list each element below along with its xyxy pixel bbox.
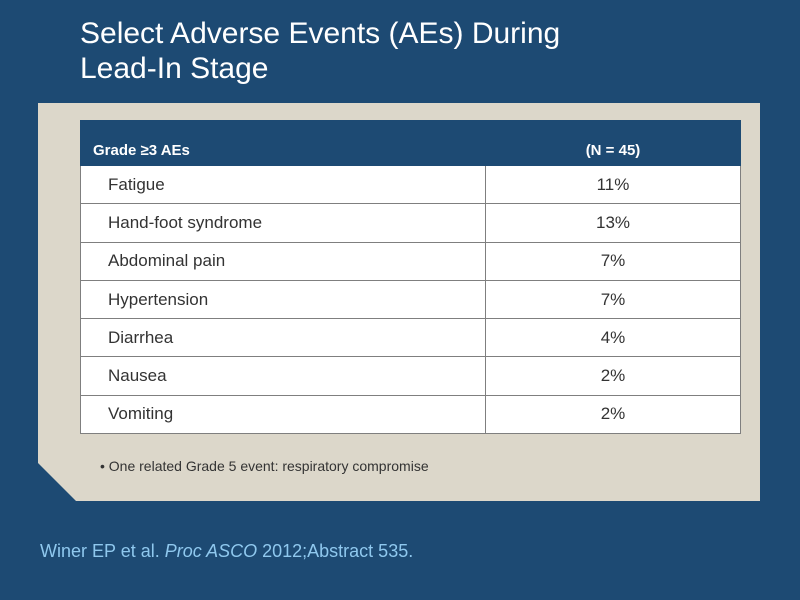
table-header-row bbox=[81, 121, 741, 166]
event-percentage: 7% bbox=[486, 280, 741, 318]
event-percentage: 7% bbox=[486, 242, 741, 280]
event-name: Diarrhea bbox=[81, 319, 486, 357]
slide-title-line-1: Select Adverse Events (AEs) During bbox=[80, 17, 561, 50]
event-name: Hypertension bbox=[81, 280, 486, 318]
header-n: (N = 45) bbox=[486, 121, 741, 166]
table-row bbox=[81, 357, 741, 395]
table-row bbox=[81, 280, 741, 318]
table-row bbox=[81, 319, 741, 357]
table-row bbox=[81, 395, 741, 433]
footnote: • One related Grade 5 event: respiratory compromise bbox=[100, 458, 429, 474]
citation-journal: Proc ASCO bbox=[164, 541, 258, 561]
event-percentage: 2% bbox=[486, 357, 741, 395]
event-percentage: 13% bbox=[486, 204, 741, 242]
event-name: Hand-foot syndrome bbox=[81, 204, 486, 242]
slide-title bbox=[80, 16, 760, 86]
event-percentage: 4% bbox=[486, 319, 741, 357]
event-percentage: 2% bbox=[486, 395, 741, 433]
event-name: Fatigue bbox=[81, 166, 486, 204]
event-name: Nausea bbox=[81, 357, 486, 395]
table-row bbox=[81, 242, 741, 280]
event-name: Vomiting bbox=[81, 395, 486, 433]
table-row bbox=[81, 204, 741, 242]
event-name: Abdominal pain bbox=[81, 242, 486, 280]
header-grade-ae: Grade ≥3 AEs bbox=[81, 121, 486, 166]
adverse-events-table bbox=[80, 120, 741, 434]
citation-authors: Winer EP et al. bbox=[40, 541, 160, 561]
event-percentage: 11% bbox=[486, 166, 741, 204]
table-row bbox=[81, 166, 741, 204]
slide-title-line-2: Lead-In Stage bbox=[80, 52, 269, 85]
citation-detail: 2012;Abstract 535. bbox=[262, 541, 414, 561]
citation bbox=[40, 541, 413, 562]
